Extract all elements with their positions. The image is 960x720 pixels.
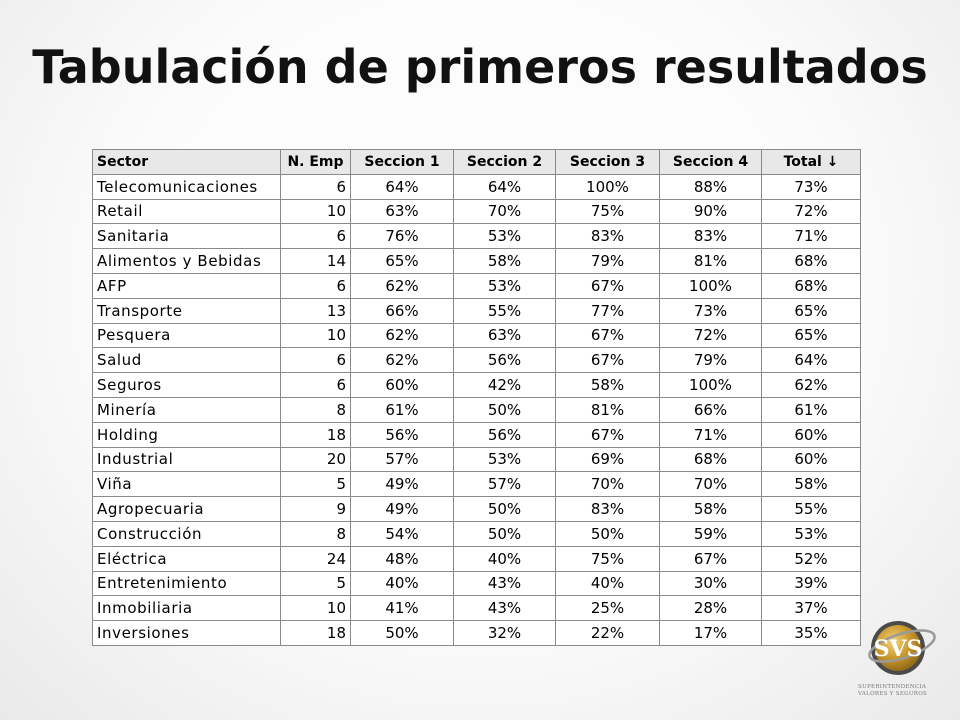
cell-seccion-3: 100%	[556, 174, 660, 199]
header-n-emp[interactable]: N. Emp	[281, 150, 351, 175]
cell-sector: Minería	[93, 397, 281, 422]
table-row	[93, 497, 861, 522]
cell-seccion-4: 67%	[660, 546, 762, 571]
cell-seccion-3: 40%	[556, 571, 660, 596]
cell-sector: Seguros	[93, 373, 281, 398]
cell-total: 53%	[762, 521, 861, 546]
table-header-row	[93, 150, 861, 175]
cell-seccion-1: 64%	[351, 174, 454, 199]
cell-sector: Holding	[93, 422, 281, 447]
table-row	[93, 422, 861, 447]
cell-seccion-2: 55%	[454, 298, 556, 323]
cell-total: 61%	[762, 397, 861, 422]
table-row	[93, 323, 861, 348]
cell-seccion-4: 28%	[660, 596, 762, 621]
cell-seccion-3: 83%	[556, 224, 660, 249]
cell-seccion-1: 65%	[351, 249, 454, 274]
cell-seccion-2: 32%	[454, 621, 556, 646]
cell-sector: Pesquera	[93, 323, 281, 348]
header-sector[interactable]: Sector	[93, 150, 281, 175]
cell-n-emp: 6	[281, 348, 351, 373]
cell-total: 55%	[762, 497, 861, 522]
cell-seccion-4: 90%	[660, 199, 762, 224]
cell-total: 37%	[762, 596, 861, 621]
cell-total: 60%	[762, 422, 861, 447]
cell-seccion-4: 66%	[660, 397, 762, 422]
cell-seccion-1: 62%	[351, 273, 454, 298]
cell-sector: Industrial	[93, 447, 281, 472]
cell-seccion-4: 72%	[660, 323, 762, 348]
cell-sector: Viña	[93, 472, 281, 497]
cell-sector: Salud	[93, 348, 281, 373]
cell-sector: Alimentos y Bebidas	[93, 249, 281, 274]
cell-sector: Retail	[93, 199, 281, 224]
cell-n-emp: 6	[281, 373, 351, 398]
cell-seccion-4: 59%	[660, 521, 762, 546]
cell-seccion-3: 50%	[556, 521, 660, 546]
cell-seccion-4: 58%	[660, 497, 762, 522]
cell-n-emp: 8	[281, 521, 351, 546]
cell-seccion-1: 76%	[351, 224, 454, 249]
cell-seccion-4: 30%	[660, 571, 762, 596]
cell-seccion-1: 63%	[351, 199, 454, 224]
table-row	[93, 273, 861, 298]
table-row	[93, 447, 861, 472]
cell-n-emp: 5	[281, 571, 351, 596]
cell-n-emp: 14	[281, 249, 351, 274]
cell-seccion-1: 60%	[351, 373, 454, 398]
cell-seccion-4: 100%	[660, 373, 762, 398]
table-body	[93, 174, 861, 645]
cell-n-emp: 18	[281, 621, 351, 646]
cell-seccion-1: 62%	[351, 323, 454, 348]
cell-seccion-4: 70%	[660, 472, 762, 497]
cell-sector: Telecomunicaciones	[93, 174, 281, 199]
cell-total: 60%	[762, 447, 861, 472]
cell-n-emp: 6	[281, 273, 351, 298]
cell-seccion-1: 54%	[351, 521, 454, 546]
cell-seccion-2: 70%	[454, 199, 556, 224]
cell-seccion-2: 43%	[454, 571, 556, 596]
cell-seccion-2: 42%	[454, 373, 556, 398]
cell-total: 71%	[762, 224, 861, 249]
cell-seccion-3: 67%	[556, 323, 660, 348]
cell-sector: Eléctrica	[93, 546, 281, 571]
cell-seccion-3: 25%	[556, 596, 660, 621]
cell-total: 52%	[762, 546, 861, 571]
cell-seccion-2: 53%	[454, 224, 556, 249]
cell-seccion-4: 100%	[660, 273, 762, 298]
cell-seccion-2: 56%	[454, 422, 556, 447]
cell-sector: Sanitaria	[93, 224, 281, 249]
cell-sector: Inmobiliaria	[93, 596, 281, 621]
cell-seccion-4: 88%	[660, 174, 762, 199]
table-row	[93, 596, 861, 621]
cell-n-emp: 10	[281, 323, 351, 348]
cell-seccion-4: 83%	[660, 224, 762, 249]
cell-seccion-3: 69%	[556, 447, 660, 472]
cell-seccion-2: 50%	[454, 521, 556, 546]
header-seccion-3[interactable]: Seccion 3	[556, 150, 660, 175]
table-row	[93, 571, 861, 596]
table-row	[93, 348, 861, 373]
logo-caption-line2: VALORES Y SEGUROS	[858, 691, 928, 697]
cell-seccion-1: 61%	[351, 397, 454, 422]
header-seccion-4[interactable]: Seccion 4	[660, 150, 762, 175]
cell-n-emp: 6	[281, 224, 351, 249]
cell-n-emp: 10	[281, 596, 351, 621]
cell-seccion-3: 81%	[556, 397, 660, 422]
cell-seccion-2: 50%	[454, 397, 556, 422]
header-seccion-1[interactable]: Seccion 1	[351, 150, 454, 175]
cell-seccion-1: 62%	[351, 348, 454, 373]
table-row	[93, 521, 861, 546]
cell-n-emp: 6	[281, 174, 351, 199]
page-title: Tabulación de primeros resultados	[32, 40, 928, 94]
cell-seccion-1: 57%	[351, 447, 454, 472]
logo-caption	[858, 684, 946, 698]
cell-seccion-2: 63%	[454, 323, 556, 348]
cell-sector: Construcción	[93, 521, 281, 546]
cell-seccion-4: 71%	[660, 422, 762, 447]
table-row	[93, 373, 861, 398]
cell-seccion-3: 58%	[556, 373, 660, 398]
cell-total: 39%	[762, 571, 861, 596]
cell-seccion-1: 41%	[351, 596, 454, 621]
cell-n-emp: 10	[281, 199, 351, 224]
cell-seccion-2: 53%	[454, 447, 556, 472]
cell-seccion-2: 40%	[454, 546, 556, 571]
cell-seccion-1: 66%	[351, 298, 454, 323]
cell-total: 64%	[762, 348, 861, 373]
cell-total: 62%	[762, 373, 861, 398]
cell-total: 35%	[762, 621, 861, 646]
cell-seccion-3: 75%	[556, 199, 660, 224]
cell-n-emp: 5	[281, 472, 351, 497]
cell-seccion-3: 83%	[556, 497, 660, 522]
cell-total: 58%	[762, 472, 861, 497]
cell-seccion-1: 48%	[351, 546, 454, 571]
cell-n-emp: 18	[281, 422, 351, 447]
cell-seccion-1: 49%	[351, 472, 454, 497]
cell-seccion-2: 56%	[454, 348, 556, 373]
cell-seccion-4: 68%	[660, 447, 762, 472]
table-row	[93, 199, 861, 224]
cell-seccion-4: 17%	[660, 621, 762, 646]
cell-seccion-3: 77%	[556, 298, 660, 323]
cell-n-emp: 24	[281, 546, 351, 571]
table-row	[93, 621, 861, 646]
cell-seccion-2: 64%	[454, 174, 556, 199]
cell-seccion-1: 40%	[351, 571, 454, 596]
cell-seccion-4: 73%	[660, 298, 762, 323]
cell-seccion-1: 49%	[351, 497, 454, 522]
cell-total: 65%	[762, 323, 861, 348]
header-total[interactable]: Total ↓	[762, 150, 861, 175]
cell-seccion-2: 57%	[454, 472, 556, 497]
cell-seccion-3: 70%	[556, 472, 660, 497]
cell-seccion-4: 79%	[660, 348, 762, 373]
cell-sector: AFP	[93, 273, 281, 298]
cell-seccion-2: 53%	[454, 273, 556, 298]
cell-seccion-1: 50%	[351, 621, 454, 646]
cell-seccion-3: 79%	[556, 249, 660, 274]
table-row	[93, 249, 861, 274]
results-table	[92, 149, 861, 646]
cell-n-emp: 20	[281, 447, 351, 472]
cell-seccion-3: 67%	[556, 348, 660, 373]
cell-total: 65%	[762, 298, 861, 323]
cell-seccion-3: 67%	[556, 422, 660, 447]
logo-caption-line1: SUPERINTENDENCIA	[858, 684, 927, 690]
cell-seccion-2: 58%	[454, 249, 556, 274]
cell-seccion-1: 56%	[351, 422, 454, 447]
cell-total: 68%	[762, 249, 861, 274]
logo-text: SVS	[873, 636, 923, 662]
cell-seccion-2: 50%	[454, 497, 556, 522]
table-row	[93, 546, 861, 571]
cell-seccion-4: 81%	[660, 249, 762, 274]
header-seccion-2[interactable]: Seccion 2	[454, 150, 556, 175]
cell-seccion-2: 43%	[454, 596, 556, 621]
cell-seccion-3: 67%	[556, 273, 660, 298]
cell-sector: Entretenimiento	[93, 571, 281, 596]
table-row	[93, 174, 861, 199]
cell-seccion-3: 75%	[556, 546, 660, 571]
cell-sector: Agropecuaria	[93, 497, 281, 522]
table-row	[93, 472, 861, 497]
cell-seccion-3: 22%	[556, 621, 660, 646]
cell-total: 68%	[762, 273, 861, 298]
cell-sector: Transporte	[93, 298, 281, 323]
cell-n-emp: 8	[281, 397, 351, 422]
cell-n-emp: 13	[281, 298, 351, 323]
cell-n-emp: 9	[281, 497, 351, 522]
cell-sector: Inversiones	[93, 621, 281, 646]
table-row	[93, 298, 861, 323]
cell-total: 72%	[762, 199, 861, 224]
cell-total: 73%	[762, 174, 861, 199]
table-row	[93, 397, 861, 422]
table-row	[93, 224, 861, 249]
